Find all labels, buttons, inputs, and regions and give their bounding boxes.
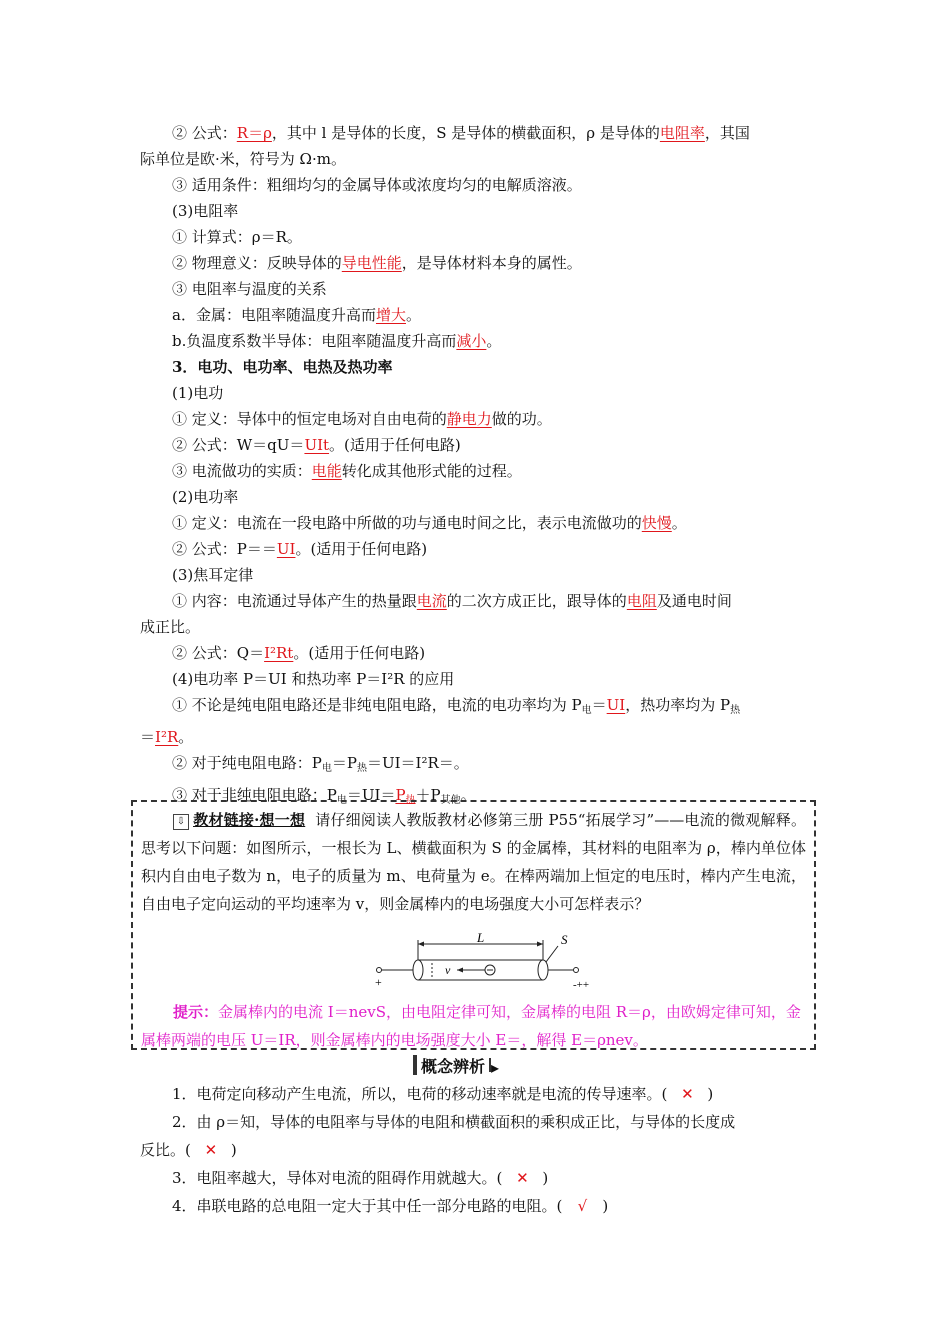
answer-fill: UIt — [304, 436, 330, 454]
question-item: 2．由 ρ＝知，导体的电阻率与导体的电阻和横截面积的乘积成正比，与导体的长度成 — [172, 1113, 736, 1131]
answer-fill: UI — [606, 696, 626, 714]
wrong-mark-icon: ✕ — [681, 1085, 694, 1103]
question-item: 4．串联电路的总电阻一定大于其中任一部分电路的电阻。( √ ) — [140, 1192, 812, 1220]
wrong-mark-icon: ✕ — [516, 1169, 529, 1187]
textbook-link-box — [131, 800, 816, 1050]
section-heading: 3．电功、电功率、电热及热功率 — [172, 358, 393, 376]
answer-fill: I²R — [155, 728, 179, 746]
minus-terminal: -++ — [573, 979, 590, 991]
section-heading: (3)电阻率 — [172, 202, 239, 220]
text-line: ① 计算式：ρ＝R。 — [172, 228, 302, 246]
plus-terminal: + — [375, 975, 382, 989]
flag-icon: ▸ — [491, 1058, 500, 1077]
answer-fill: 增大 — [375, 306, 406, 324]
answer-fill: 静电力 — [446, 410, 492, 428]
hint-text: 提示：金属棒内的电流 I＝nevS，由电阻定律可知，金属棒的电阻 R＝ρ，由欧姆定律可知，金属棒两端的电压 U＝IR，则金属棒内的电场强度大小 E＝，解得 E＝ρnev。 — [141, 1003, 801, 1049]
answer-fill: R＝ρ — [236, 124, 272, 142]
text-line: ③ 电阻率与温度的关系 — [172, 280, 327, 298]
area-label: S — [561, 932, 568, 947]
answer-fill: 减小 — [456, 332, 487, 350]
text-line: ③ 对于非纯电阻电路：$P_电=UI=P_热+P_{其他}$。 — [172, 786, 476, 806]
text-line: ② 对于纯电阻电路：$P_电=P_热=UI=I^2R=$。 — [172, 754, 469, 774]
box-heading: 教材链接·想一想 — [193, 811, 306, 829]
section-heading: (3)焦耳定律 — [172, 566, 254, 584]
question-item-cont: 反比。( ✕ ) — [140, 1136, 812, 1164]
text-line: ① 定义：导体中的恒定电场对自由电荷的静电力做的功。 — [172, 410, 552, 428]
metal-rod-figure — [373, 932, 613, 992]
answer-fill: 电流 — [416, 592, 447, 610]
text-line: ① 内容：电流通过导体产生的热量跟电流的二次方成正比，跟导体的电阻及通电时间 — [172, 592, 732, 610]
answer-fill: $P_热$ — [395, 786, 416, 806]
answer-fill: 快慢 — [641, 514, 672, 532]
answer-fill: 电阻 — [626, 592, 657, 610]
answer-fill: 导电性能 — [341, 254, 402, 272]
length-label: L — [477, 932, 485, 945]
answer-fill: UI — [276, 540, 296, 558]
check-mark-icon: √ — [577, 1197, 588, 1215]
section-heading: (2)电功率 — [172, 488, 239, 506]
text-line: ③ 适用条件：粗细均匀的金属导体或浓度均匀的电解质溶液。 — [172, 176, 582, 194]
answer-fill: 电能 — [311, 462, 342, 480]
text-line: ③ 电流做功的实质：电能转化成其他形式能的过程。 — [172, 462, 522, 480]
section-heading: (4)电功率 P＝UI 和热功率 P＝I²R 的应用 — [172, 670, 455, 688]
text-line: a．金属：电阻率随温度升高而增大。 — [172, 306, 421, 324]
question-item: 3．电阻率越大，导体对电流的阻碍作用就越大。( ✕ ) — [140, 1164, 812, 1192]
text-line: ② 物理意义：反映导体的导电性能，是导体材料本身的属性。 — [172, 254, 582, 272]
text-line: b.负温度系数半导体：电阻率随温度升高而减小。 — [172, 332, 502, 350]
text-line: ① 定义：电流在一段电路中所做的功与通电时间之比，表示电流做功的快慢。 — [172, 514, 687, 532]
text-line: 成正比。 — [140, 618, 201, 636]
text-line: ② 公式：W＝qU＝UIt。(适用于任何电路) — [172, 436, 461, 454]
text-line: ＝I²R。 — [140, 728, 194, 746]
box-text: ⇩ 教材链接·想一想 请仔细阅读人教版教材必修第三册 P55“拓展学习”——电流的微观解释。思考以下问题：如图所示，一根长为 L、横截面积为 S 的金属棒，其材料的电阻率为 ρ，棒内单位体积内自由电子数为 n，电子的质量为 m、电荷量为 e。在棒两端加上恒定的电压时，棒内产生电流，自由电子定向运动的平均速率为 v，则金属棒内的电场强度大小可怎样表示？ — [141, 811, 806, 913]
rod-diagram — [373, 932, 613, 992]
text-line: ② 公式：P＝＝UI。(适用于任何电路) — [172, 540, 428, 558]
main-content — [140, 120, 812, 814]
text-line: ② 公式：R＝ρ，其中 l 是导体的长度，S 是导体的横截面积，ρ 是导体的电阻率，其国 — [172, 124, 750, 142]
answer-fill: I²Rt — [264, 644, 294, 662]
question-item: 1．电荷定向移动产生电流，所以，电荷的移动速率就是电流的传导速率。( ✕ ) — [140, 1080, 812, 1108]
wrong-mark-icon: ✕ — [204, 1141, 218, 1159]
text-line: ② 公式：Q＝I²Rt。(适用于任何电路) — [172, 644, 426, 662]
velocity-label: v — [445, 963, 451, 977]
section-heading: (1)电功 — [172, 384, 224, 402]
heading-bar-icon — [413, 1055, 417, 1075]
text-line: ① 不论是纯电阻电路还是非纯电阻电路，电流的电功率均为 $P_电=UI$，热功率均为 $P_热$ — [172, 696, 741, 716]
book-icon: ⇩ — [173, 814, 189, 830]
answer-fill: 电阻率 — [659, 124, 705, 142]
text-line: 际单位是欧·米，符号为 Ω·m。 — [140, 150, 346, 168]
concept-heading: 概念辨析 ▸ — [413, 1053, 501, 1077]
question-list — [140, 1080, 812, 1220]
